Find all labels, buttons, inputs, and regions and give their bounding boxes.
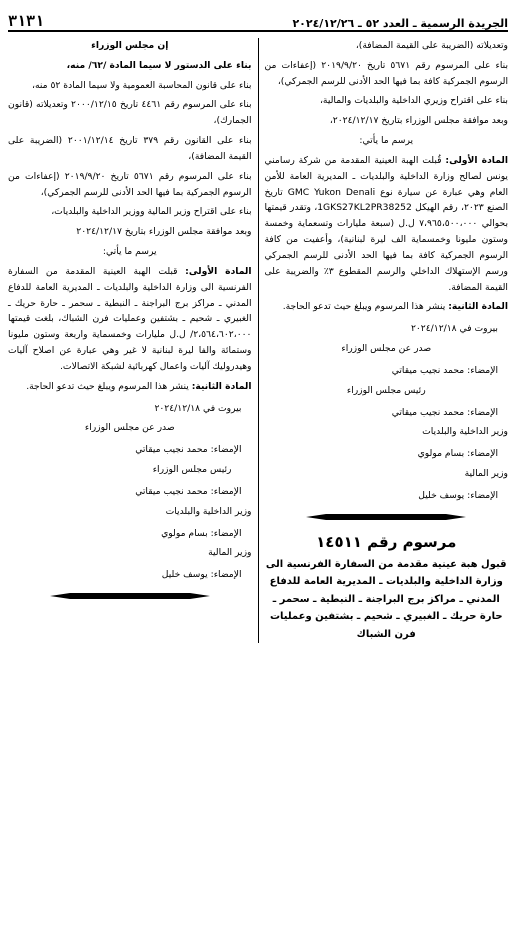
paragraph: وتعديلاته (الضريبة على القيمة المضافة)، (355, 40, 508, 51)
paragraph: بناء على قانون المحاسبة العمومية ولا سيما المادة ٥٢ منه، (31, 79, 252, 91)
two-column-body (8, 38, 508, 643)
issue-date: بيروت في ٢٠٢٤/١٢/١٨ (154, 402, 242, 414)
paragraph: بناء على المرسوم رقم ٥٦٧١ تاريخ ٢٠١٩/٩/٢٠ (إعفاءات من الرسوم الجمركية بما فيها الحد الأدنى للرسم الجمركي)، (8, 170, 252, 198)
paragraph: بناء على المرسوم رقم ٤٤٦١ تاريخ ٢٠٠٠/١٢/١٥ وتعديلاته (قانون الجمارك)، (8, 99, 252, 127)
article-2 (8, 379, 252, 395)
signature: الإمضاء: يوسف خليل (418, 489, 498, 501)
issued-from: صدر عن مجلس الوزراء (341, 343, 432, 355)
article-2 (265, 299, 509, 315)
signature: الإمضاء: محمد نجيب ميقاتي (391, 364, 498, 376)
signature: الإمضاء: محمد نجيب ميقاتي (135, 485, 242, 497)
paragraph: وبعد موافقة مجلس الوزراء بتاريخ ٢٠٢٤/١٢/١٧، (329, 115, 508, 127)
article-label: المادة الثانية: (191, 380, 252, 392)
signature: الإمضاء: يوسف خليل (161, 569, 242, 581)
signatory-title: رئيس مجلس الوزراء (152, 464, 232, 476)
signature: الإمضاء: محمد نجيب ميقاتي (135, 444, 242, 456)
signature: الإمضاء: محمد نجيب ميقاتي (391, 406, 498, 418)
paragraph: بناء على المرسوم رقم ٥٦٧١ تاريخ ٢٠١٩/٩/٢٠ (إعفاءات من الرسوم الجمركية كافة بما فيها الحد الأدنى للرسم الجمركي)، (264, 59, 509, 87)
decorative-divider (265, 512, 509, 522)
article-label: المادة الثانية: (448, 301, 508, 313)
decree-formula: يرسم ما يأتي: (102, 246, 157, 258)
paragraph: وبعد موافقة مجلس الوزراء بتاريخ ٢٠٢٤/١٢/١٧ (76, 226, 252, 238)
decorative-divider (8, 591, 252, 601)
issue-date: بيروت في ٢٠٢٤/١٢/١٨ (410, 323, 498, 335)
article-text: ينشر هذا المرسوم ويبلغ حيث تدعو الحاجة. (282, 301, 446, 313)
article-label: المادة الأولى: (185, 265, 252, 277)
decree-formula: يرسم ما يأتي: (359, 135, 414, 147)
article-label: المادة الأولى: (445, 154, 509, 166)
page-number: ٣١٣١ (8, 12, 45, 30)
paragraph: بناء على اقتراح وزيري الداخلية والبلديات والمالية، (319, 95, 508, 107)
article-1 (8, 264, 252, 375)
signature: الإمضاء: بسام مولوي (417, 448, 498, 460)
signatory-title: وزير المالية (464, 468, 508, 480)
article-text: ينشر هذا المرسوم ويبلغ حيث تدعو الحاجة. (26, 380, 189, 392)
paragraph: إن مجلس الوزراء (91, 40, 169, 51)
paragraph: بناء على الدستور لا سيما المادة /٦٢/ منه، (66, 59, 252, 71)
right-column (258, 38, 509, 643)
decree-number: مرسوم رقم ١٤٥١١ (316, 532, 457, 551)
signatory-title: وزير المالية (208, 547, 252, 559)
issued-from: صدر عن مجلس الوزراء (84, 422, 175, 434)
article-text: قُبلت الهبة العينية المقدمة من شركة رسامني يونس لصالح وزارة الداخلية والبلديات ـ المديرية العامة للأمن العام وهي عبارة عن سيارة نوع GMC Yukon Denali تاريخ الصنع ٢٠٢٣، رقم الهيكل 1GKS27KL2PR38252، وتقدر قيمتها بحوالي ٧،٩٦٥،٥٠٠،٠٠٠ ل.ل (سبعة مليارات وتسعماية وخمسة وستون مليونا وخمسماية الف ليرة لبنانية)، وأعفيت من كافة الرسوم الجمركية كافة بما فيها الحد الأدنى للرسم الجمركي ورسم الإستهلاك الداخلي والرسم المقطوع ٣٪ والضريبة على القيمة المضافة. (264, 154, 509, 293)
paragraph: بناء على اقتراح وزير المالية ووزير الداخلية والبلديات، (51, 206, 252, 218)
decree-title: قبول هبة عينية مقدمة من السفارة الفرنسية الى وزارة الداخلية والبلديات ـ المديرية العامة للدفاع المدني ـ مراكز برج البراجنة ـ النبطية ـ سحمر ـ حارة حريك ـ الغبيري ـ شحيم ـ بشتفين وعمليات فرن الشباك (265, 558, 507, 640)
signatory-title: وزير الداخلية والبلديات (422, 426, 508, 438)
left-column (8, 38, 258, 643)
journal-title: الجريدة الرسمية ـ العدد ٥٢ ـ ٢٠٢٤/١٢/٢٦ (292, 17, 508, 30)
signature: الإمضاء: بسام مولوي (161, 527, 242, 539)
signatory-title: رئيس مجلس الوزراء (346, 384, 426, 396)
page-header (8, 6, 508, 32)
article-text: قبلت الهبة العينية المقدمة من السفارة الفرنسية الى وزارة الداخلية والبلديات ـ المديرية العامة للدفاع المدني ـ مراكز برج البراجنة ـ النبطية ـ سحمر ـ حارة حريك ـ الغبيري ـ شحيم ـ بشتفين وعمليات فرن الشباك، بلغت قيمتها ٢،٥٦٤،٦٠٢،٠٠٠/ ل.ل مليارات وخمسماية واربعة وستون مليونا وستمائة والفا ليرة لبنانية لا غير وهي عبارة عن اصلاح آليات وهيدروليك آليات واعمال كهربائية لشبكة الاتصالات. (8, 265, 252, 372)
article-1 (265, 153, 509, 295)
signatory-title: وزير الداخلية والبلديات (165, 505, 252, 517)
paragraph: بناء على القانون رقم ٣٧٩ تاريخ ٢٠٠١/١٢/١٤ (الضريبة على القيمة المضافة)، (8, 135, 252, 162)
